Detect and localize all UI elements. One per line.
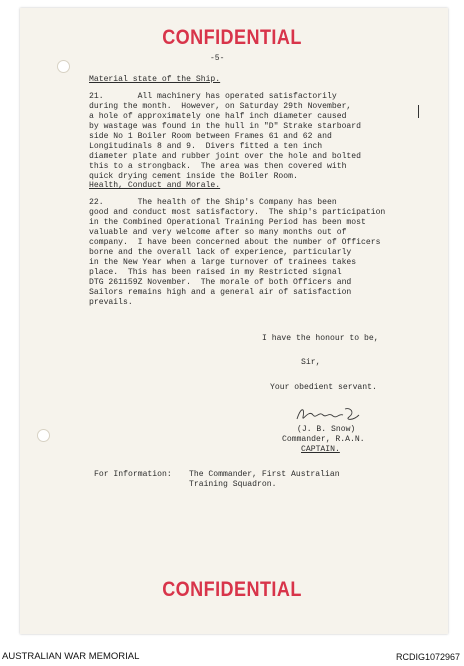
- paragraph-21-line: diameter plate and rubber joint over the hole and bolted: [89, 152, 361, 161]
- closing-honour: I have the honour to be,: [262, 334, 379, 343]
- paragraph-22-line: in the Combined Operational Training Period has been most: [89, 218, 366, 227]
- archive-record-id: RCDIG1072967: [395, 652, 460, 662]
- punch-hole-middle: [37, 429, 50, 442]
- information-recipient-line1: The Commander, First Australian: [189, 470, 340, 479]
- paragraph-22-line: borne and the overall lack of experience, particularly: [89, 248, 352, 257]
- paragraph-22-line: valuable and very welcome after so many months out of: [89, 228, 347, 237]
- paragraph-22-line: place. This has been raised in my Restricted signal: [89, 268, 342, 277]
- signatory-name: (J. B. Snow): [297, 425, 356, 434]
- paragraph-22-line: Sailors remains high and a general air of satisfaction: [89, 288, 352, 297]
- paragraph-21-line: a hole of approximately one half inch diameter caused: [89, 112, 347, 121]
- paragraph-22-line: DTG 261159Z November. The morale of both Officers and: [89, 278, 352, 287]
- closing-salutation: Sir,: [301, 358, 321, 367]
- paragraph-22-line: 22. The health of the Ship's Company has been: [89, 198, 337, 207]
- paragraph-22-line: prevails.: [89, 298, 133, 307]
- information-recipient-line2: Training Squadron.: [189, 480, 277, 489]
- signatory-rank: Commander, R.A.N.: [282, 435, 365, 444]
- margin-pen-mark: [418, 105, 419, 118]
- confidential-stamp-bottom: CONFIDENTIAL: [162, 578, 302, 601]
- confidential-stamp-top: CONFIDENTIAL: [162, 26, 302, 49]
- handwritten-signature: [293, 403, 363, 425]
- paragraph-21-line: side No 1 Boiler Room between Frames 61 and 62 and: [89, 132, 332, 141]
- paragraph-22-line: company. I have been concerned about the number of Officers: [89, 238, 381, 247]
- paragraph-22-line: good and conduct most satisfactory. The ship's participation: [89, 208, 386, 217]
- information-label: For Information:: [94, 470, 172, 479]
- punch-hole-top: [57, 60, 70, 73]
- paragraph-21-line: by wastage was found in the hull in "D" Strake starboard: [89, 122, 361, 131]
- paragraph-21-line: Longitudinals 8 and 9. Divers fitted a ten inch: [89, 142, 323, 151]
- signatory-title: CAPTAIN.: [301, 445, 340, 454]
- paragraph-22-line: in the New Year when a large turnover of trainees takes: [89, 258, 357, 267]
- paragraph-21-line: quick drying cement inside the Boiler Room.: [89, 172, 298, 181]
- paragraph-21-line: during the month. However, on Saturday 29th November,: [89, 102, 352, 111]
- section-heading-material-state: Material state of the Ship.: [89, 75, 221, 84]
- section-heading-health-conduct: Health, Conduct and Morale.: [89, 181, 221, 190]
- archive-institution-label: AUSTRALIAN WAR MEMORIAL: [2, 651, 140, 662]
- page-number: -5-: [210, 54, 225, 63]
- paragraph-21-line: 21. All machinery has operated satisfactorily: [89, 92, 337, 101]
- closing-servant: Your obedient servant.: [270, 383, 377, 392]
- paragraph-21-line: this to a strongback. The area was then covered with: [89, 162, 347, 171]
